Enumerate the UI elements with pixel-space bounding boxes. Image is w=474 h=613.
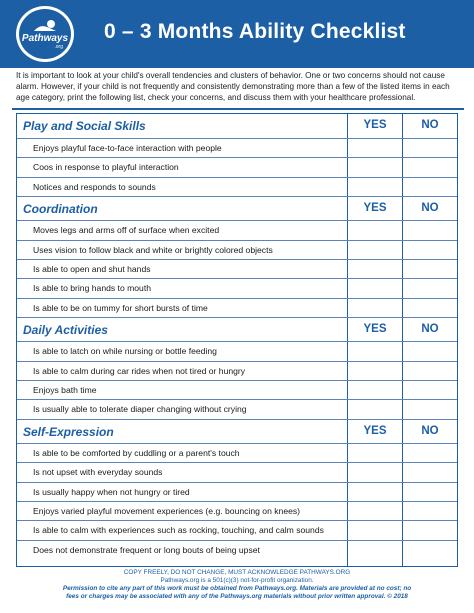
no-checkbox-cell[interactable]: [403, 521, 458, 539]
checklist-item-text: Does not demonstrate frequent or long bouts of being upset: [33, 544, 260, 555]
no-checkbox-cell[interactable]: [403, 221, 458, 239]
no-checkbox-cell[interactable]: [403, 299, 458, 317]
checklist-item: [17, 361, 457, 380]
yes-checkbox-cell[interactable]: [348, 444, 402, 462]
yes-checkbox-cell[interactable]: [348, 178, 402, 196]
page-title: 0 – 3 Months Ability Checklist: [104, 20, 406, 43]
no-column-header: NO: [421, 424, 439, 437]
no-checkbox-cell[interactable]: [403, 158, 458, 176]
section-title: Self-Expression: [23, 424, 114, 439]
intro-paragraph: It is important to look at your child's overall tendencies and clusters of behavior. One or two concerns should not cause alarm. However, if your child is not frequently and consistently demonstrating more than a few of the listed items in each age category, print the following list, check your concerns, and discuss them with your healthcare professional.: [16, 71, 450, 102]
checklist-item: [17, 540, 457, 559]
yes-checkbox-cell[interactable]: [348, 279, 402, 297]
yes-checkbox-cell[interactable]: [348, 521, 402, 539]
checklist-item: [17, 341, 457, 360]
checklist-item-text: Is not upset with everyday sounds: [33, 467, 163, 478]
checklist-item-text: Is usually able to tolerate diaper changing without crying: [33, 404, 247, 415]
no-column-header: NO: [421, 119, 439, 131]
checklist-item: [17, 482, 457, 501]
yes-checkbox-cell[interactable]: [348, 541, 402, 559]
checklist-item: [17, 259, 457, 278]
checklist-item: [17, 462, 457, 481]
checklist-item-text: Is able to calm during car rides when not tired or hungry: [33, 365, 246, 376]
yes-column-header: YES: [363, 424, 387, 437]
checklist-item: [17, 443, 457, 462]
no-checkbox-cell[interactable]: [403, 279, 458, 297]
checklist-item: [17, 399, 457, 418]
checklist-item-text: Is able to bring hands to mouth: [33, 283, 152, 294]
checklist-item: [17, 520, 457, 539]
baby-icon: [32, 19, 58, 33]
checklist-item: [17, 177, 457, 196]
no-checkbox-cell[interactable]: [403, 483, 458, 501]
checklist-table: [16, 113, 458, 567]
section-header: [17, 196, 457, 220]
checklist-item: [17, 501, 457, 520]
checklist-item-text: Is able to open and shut hands: [33, 264, 151, 274]
yes-checkbox-cell[interactable]: [348, 299, 402, 317]
checklist-item-text: Is able to latch on while nursing or bottle feeding: [33, 346, 217, 357]
yes-column-header: YES: [363, 323, 387, 336]
checklist-item-text: Enjoys playful face-to-face interaction with people: [33, 143, 222, 153]
logo-suffix: .org: [54, 43, 63, 50]
yes-checkbox-cell[interactable]: [348, 139, 402, 157]
yes-column-header: YES: [363, 119, 387, 131]
checklist-item-text: Coos in response to playful interaction: [33, 162, 179, 173]
no-checkbox-cell[interactable]: [403, 362, 458, 380]
no-checkbox-cell[interactable]: [403, 241, 458, 259]
checklist-item-text: Is able to be comforted by cuddling or a parent's touch: [33, 447, 240, 458]
checklist-item-text: Is usually happy when not hungry or tired: [33, 486, 190, 497]
yes-checkbox-cell[interactable]: [348, 158, 402, 176]
checklist-item-text: Moves legs and arms off of surface when excited: [33, 225, 220, 236]
pathways-logo: [16, 6, 74, 62]
page-header: [0, 0, 474, 68]
yes-checkbox-cell[interactable]: [348, 362, 402, 380]
no-checkbox-cell[interactable]: [403, 502, 458, 520]
checklist-item-text: Is able to calm with experiences such as rocking, touching, and calm sounds: [33, 525, 324, 536]
yes-checkbox-cell[interactable]: [348, 502, 402, 520]
yes-checkbox-cell[interactable]: [348, 260, 402, 278]
checklist-item: [17, 220, 457, 239]
page-footer: [0, 569, 474, 601]
no-checkbox-cell[interactable]: [403, 444, 458, 462]
section-header: [17, 114, 457, 138]
no-checkbox-cell[interactable]: [403, 541, 458, 559]
footer-copy-notice: COPY FREELY, DO NOT CHANGE, MUST ACKNOWLEDGE PATHWAYS.ORG: [123, 569, 351, 576]
no-checkbox-cell[interactable]: [403, 381, 458, 399]
logo-text: Pathways: [21, 32, 69, 44]
footer-org-notice: Pathways.org is a 501(c)(3) not-for-profit organization.: [160, 577, 314, 584]
footer-fees-notice: fees or charges may be associated with any of the Pathways.org materials without prior written approval. © 2018: [66, 593, 408, 600]
yes-checkbox-cell[interactable]: [348, 342, 402, 360]
checklist-item-text: Uses vision to follow black and white or brightly colored objects: [33, 244, 273, 255]
checklist-item: [17, 138, 457, 157]
no-checkbox-cell[interactable]: [403, 260, 458, 278]
checklist-item: [17, 298, 457, 317]
yes-checkbox-cell[interactable]: [348, 221, 402, 239]
checklist-item: [17, 278, 457, 297]
divider: [12, 108, 464, 110]
no-checkbox-cell[interactable]: [403, 463, 458, 481]
footer-permission-notice: Permission to cite any part of this work must be obtained from Pathways.org. Materials are provided at no cost; no: [62, 585, 412, 592]
yes-column-header: YES: [363, 202, 387, 215]
section-title: Coordination: [23, 202, 98, 217]
yes-checkbox-cell[interactable]: [348, 400, 402, 418]
section-title: Play and Social Skills: [23, 119, 146, 133]
section-header: [17, 317, 457, 341]
checklist-item-text: Enjoys bath time: [33, 385, 97, 395]
section-title: Daily Activities: [23, 323, 108, 338]
checklist-item-text: Is able to be on tummy for short bursts of time: [33, 302, 208, 313]
no-checkbox-cell[interactable]: [403, 342, 458, 360]
checklist-item-text: Notices and responds to sounds: [33, 181, 156, 192]
yes-checkbox-cell[interactable]: [348, 483, 402, 501]
no-checkbox-cell[interactable]: [403, 400, 458, 418]
checklist-item: [17, 157, 457, 176]
yes-checkbox-cell[interactable]: [348, 241, 402, 259]
yes-checkbox-cell[interactable]: [348, 381, 402, 399]
checklist-item: [17, 240, 457, 259]
no-column-header: NO: [421, 323, 439, 336]
no-column-header: NO: [421, 202, 439, 215]
checklist-item-text: Enjoys varied playful movement experiences (e.g. bouncing on knees): [33, 506, 301, 516]
no-checkbox-cell[interactable]: [403, 178, 458, 196]
section-header: [17, 419, 457, 443]
no-checkbox-cell[interactable]: [403, 139, 458, 157]
checklist-item: [17, 380, 457, 399]
yes-checkbox-cell[interactable]: [348, 463, 402, 481]
